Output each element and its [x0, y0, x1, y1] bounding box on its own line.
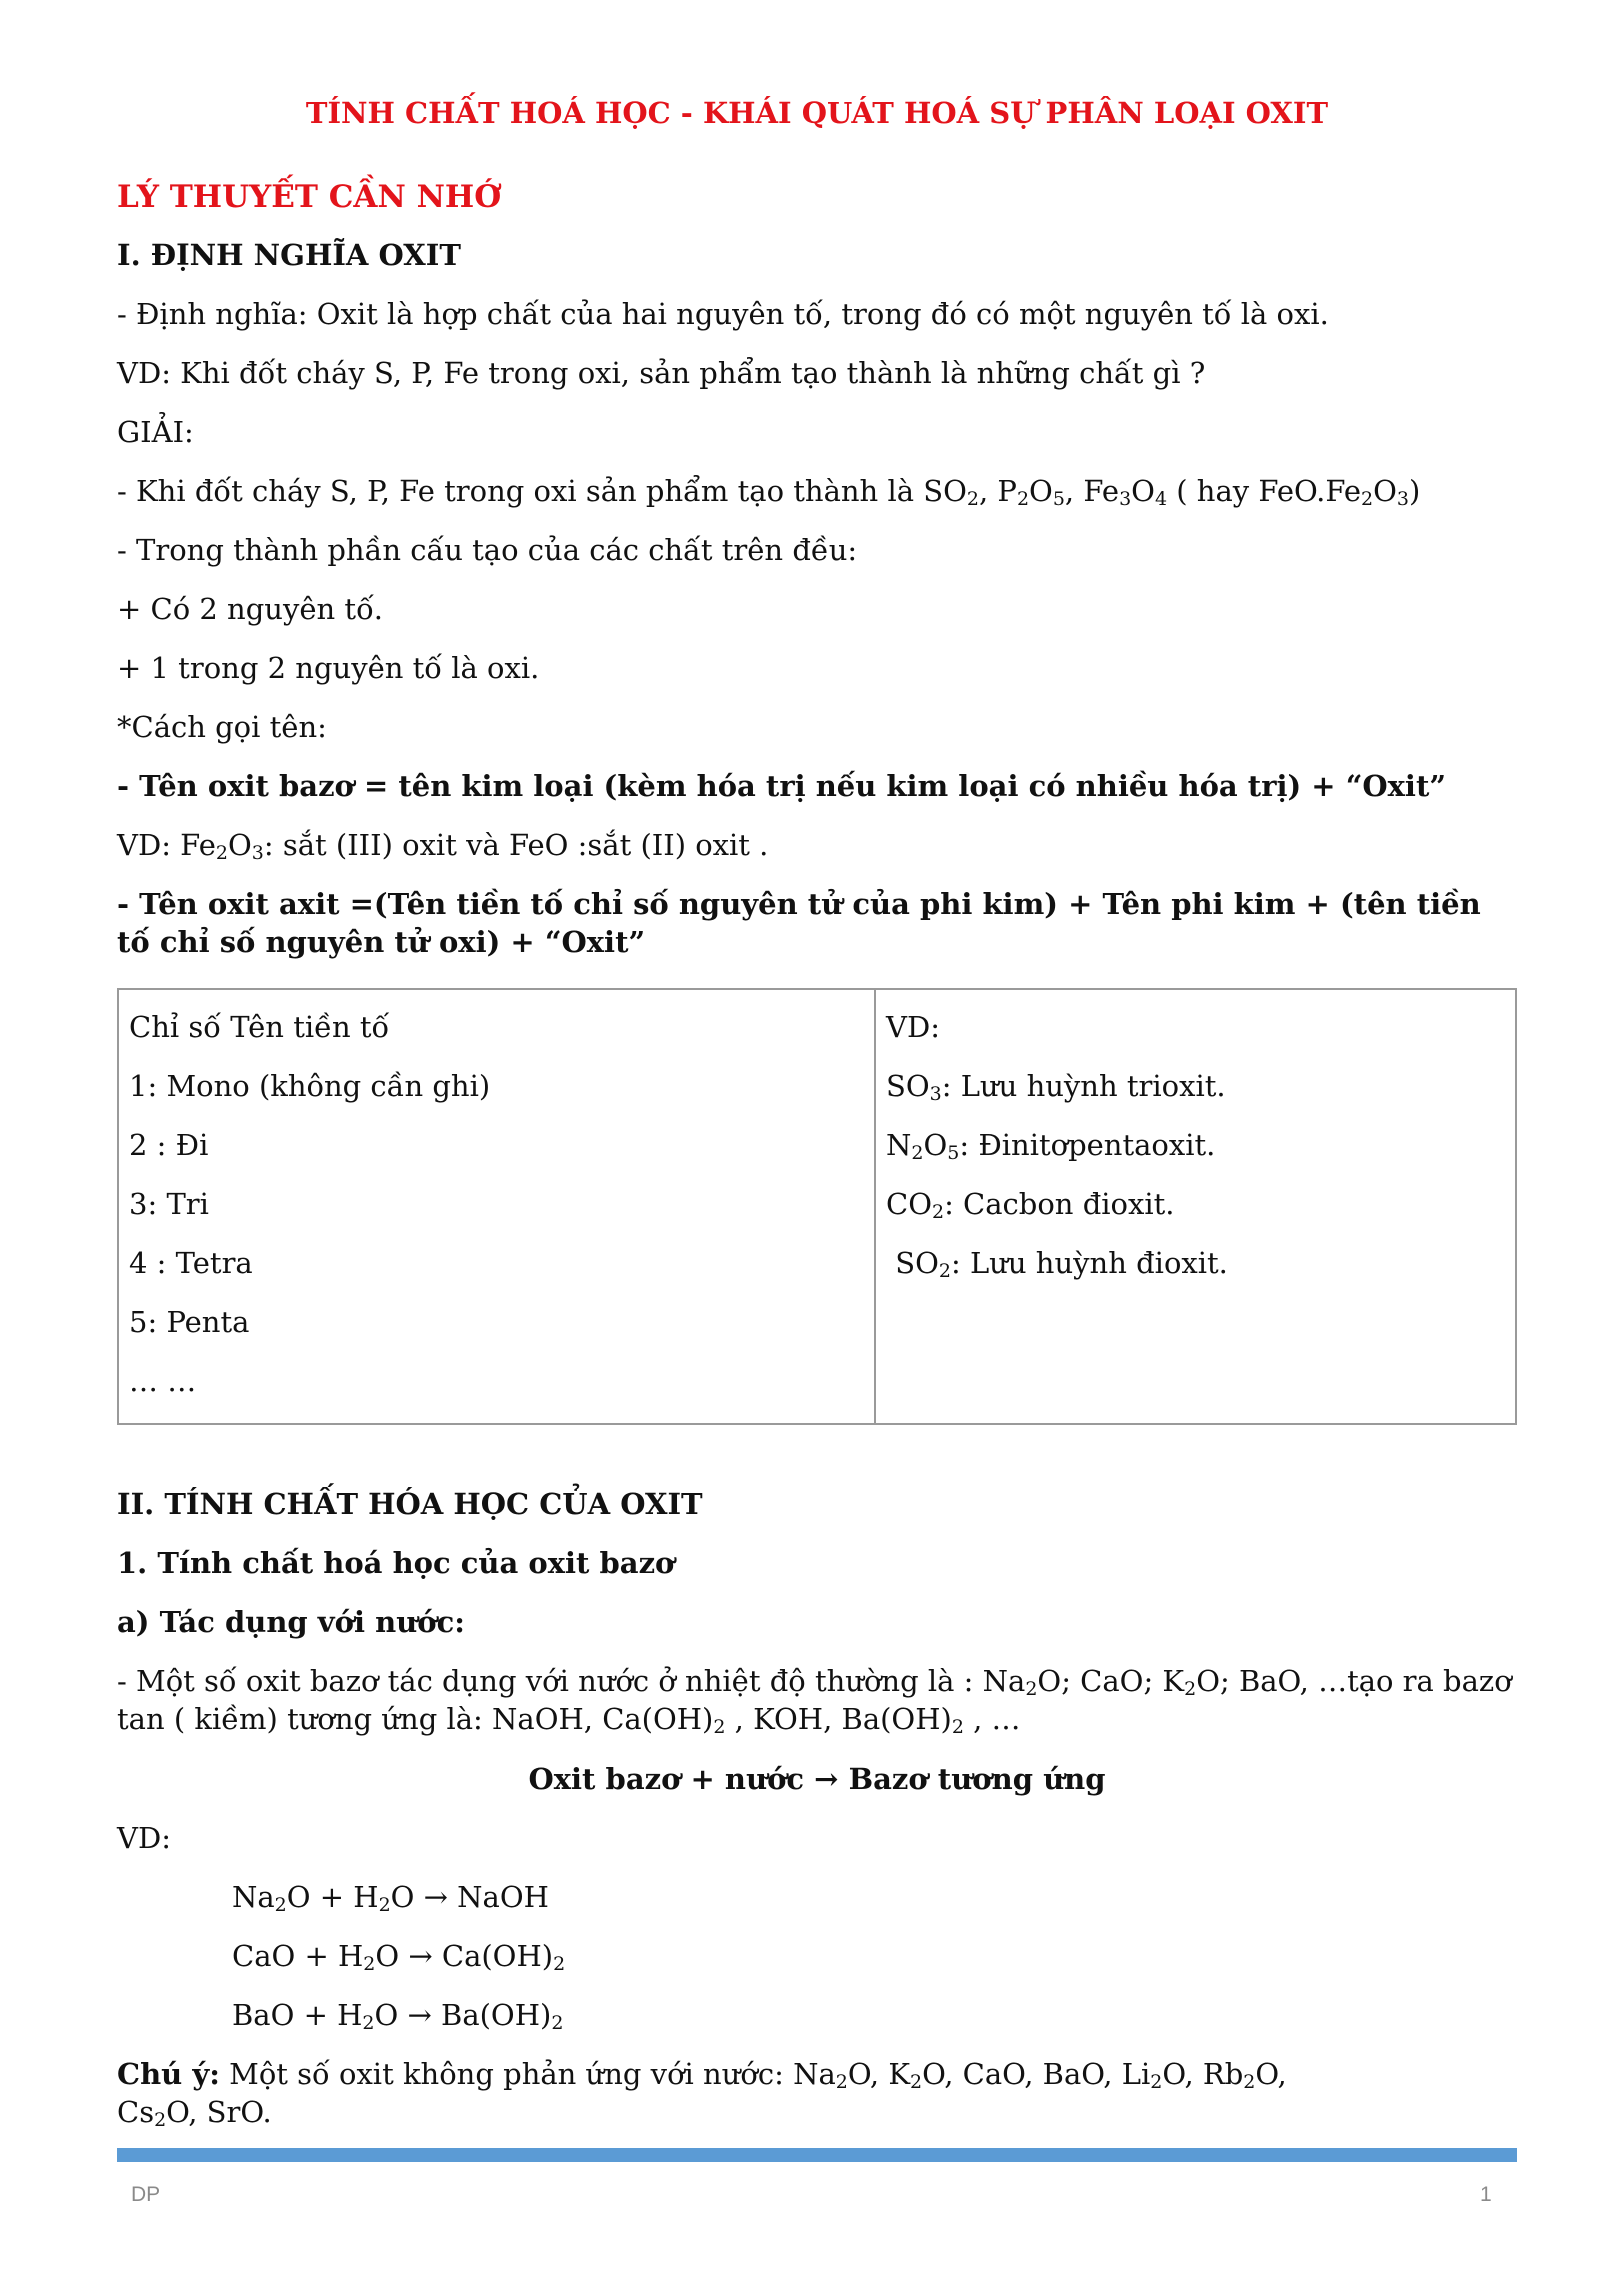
section-heading: LÝ THUYẾT CẦN NHỚ — [117, 179, 502, 215]
prefix-table — [117, 988, 1517, 1425]
example-row-text: : Lưu huỳnh trioxit. — [941, 1069, 1226, 1103]
document-title: TÍNH CHẤT HOÁ HỌC - KHÁI QUÁT HOÁ SỰ PHÂN LOẠI OXIT — [305, 96, 1329, 130]
note: Chú ý: Một số oxit không phản ứng với nước: $Na_2O$, $K_2O$, CaO, BaO, $Li_2O$, $Rb_2O$, $Cs_2O$, SrO. — [117, 2057, 1287, 2131]
prefix-row: 1: Mono (không cần ghi) — [129, 1069, 491, 1103]
equation-3: BaO + $H_2O \to Ba(OH)_2$ — [232, 1998, 564, 2034]
definition-text: - Định nghĩa: Oxit là hợp chất của hai nguyên tố, trong đó có một nguyên tố là oxi. — [117, 297, 1329, 331]
note-text: Một số oxit không phản ứng với nước: — [219, 2057, 794, 2091]
solution-line-3: + Có 2 nguyên tố. — [117, 592, 384, 626]
sub1a-text-prefix: - Một số oxit bazơ tác dụng với nước ở nhiệt độ thường là : — [117, 1664, 983, 1698]
prefix-row: 5: Penta — [129, 1305, 250, 1339]
vd-label: VD: — [117, 1821, 171, 1855]
sub1-heading: 1. Tính chất hoá học của oxit bazơ — [117, 1546, 675, 1580]
example-label: VD: — [886, 1010, 940, 1044]
footer-label: DP — [131, 2183, 161, 2206]
prefix-row: Chỉ số Tên tiền tố — [129, 1010, 390, 1044]
example-row-text: : Đinitơpentaoxit. — [959, 1128, 1216, 1162]
basic-oxide-example-text: : sắt (III) oxit và FeO :sắt (II) oxit . — [263, 828, 769, 862]
prefix-row: … … — [129, 1364, 197, 1398]
solution-line-4: + 1 trong 2 nguyên tố là oxi. — [117, 651, 540, 685]
part2-heading: II. TÍNH CHẤT HÓA HỌC CỦA OXIT — [117, 1487, 703, 1521]
solution-line-1: - Khi đốt cháy S, P, Fe trong oxi sản phẩm tạo thành là $SO_2$, $P_2O_5$, $Fe_3O_4$ ( hay $FeO.Fe_2O_3$) — [117, 474, 1421, 510]
example-row: $CO_2$: Cacbon đioxit. — [886, 1187, 1175, 1223]
solution-line-1-text: - Khi đốt cháy S, P, Fe trong oxi sản phẩm tạo thành là — [117, 474, 924, 508]
page-number: 1 — [1480, 2183, 1492, 2206]
reaction-rule: Oxit bazơ + nước → Bazơ tương ứng — [528, 1762, 1106, 1796]
basic-oxide-example: VD: $Fe_2O_3$: sắt (III) oxit và FeO :sắt (II) oxit . — [117, 828, 769, 864]
example-question: VD: Khi đốt cháy S, P, Fe trong oxi, sản phẩm tạo thành là những chất gì ? — [117, 356, 1206, 390]
acid-oxide-rule: - Tên oxit axit =(Tên tiền tố chỉ số nguyên tử của phi kim) + Tên phi kim + (tên tiền tố chỉ số nguyên tử oxi) + “Oxit” — [117, 887, 1481, 959]
part1-heading: I. ĐỊNH NGHĨA OXIT — [117, 238, 461, 272]
naming-label: *Cách gọi tên: — [117, 710, 327, 744]
example-row: $N_2O_5$: Đinitơpentaoxit. — [886, 1128, 1216, 1164]
prefix-row: 4 : Tetra — [129, 1246, 253, 1280]
prefix-row: 2 : Đi — [129, 1128, 209, 1162]
example-row: $SO_3$: Lưu huỳnh trioxit. — [886, 1069, 1226, 1105]
solution-line-2: - Trong thành phần cấu tạo của các chất trên đều: — [117, 533, 858, 567]
example-row-text: : Cacbon đioxit. — [944, 1187, 1175, 1221]
note-label: Chú ý: — [117, 2057, 220, 2091]
sub1a-text: - Một số oxit bazơ tác dụng với nước ở nhiệt độ thường là : $Na_2O$; CaO; $K_2O$; BaO, …tạo ra bazơ tan ( kiềm) tương ứng là: NaOH, $Ca(OH)_2$ , KOH, $Ba(OH)_2$ , … — [117, 1664, 1512, 1738]
sub1a-heading: a) Tác dụng với nước: — [117, 1605, 465, 1639]
footer-bar — [117, 2148, 1517, 2162]
solution-label: GIẢI: — [117, 415, 194, 449]
example-row: $SO_2$: Lưu huỳnh đioxit. — [886, 1246, 1228, 1282]
equation-2: CaO + $H_2O \to Ca(OH)_2$ — [232, 1939, 566, 1975]
prefix-table-left — [118, 989, 875, 1424]
prefix-table-right — [875, 989, 1516, 1424]
basic-oxide-rule: - Tên oxit bazơ = tên kim loại (kèm hóa trị nếu kim loại có nhiều hóa trị) + “Oxit” — [117, 769, 1447, 803]
example-row-text: : Lưu huỳnh đioxit. — [950, 1246, 1228, 1280]
equation-1: $Na_2O + H_2O$ → NaOH — [232, 1880, 549, 1916]
prefix-row: 3: Tri — [129, 1187, 209, 1221]
